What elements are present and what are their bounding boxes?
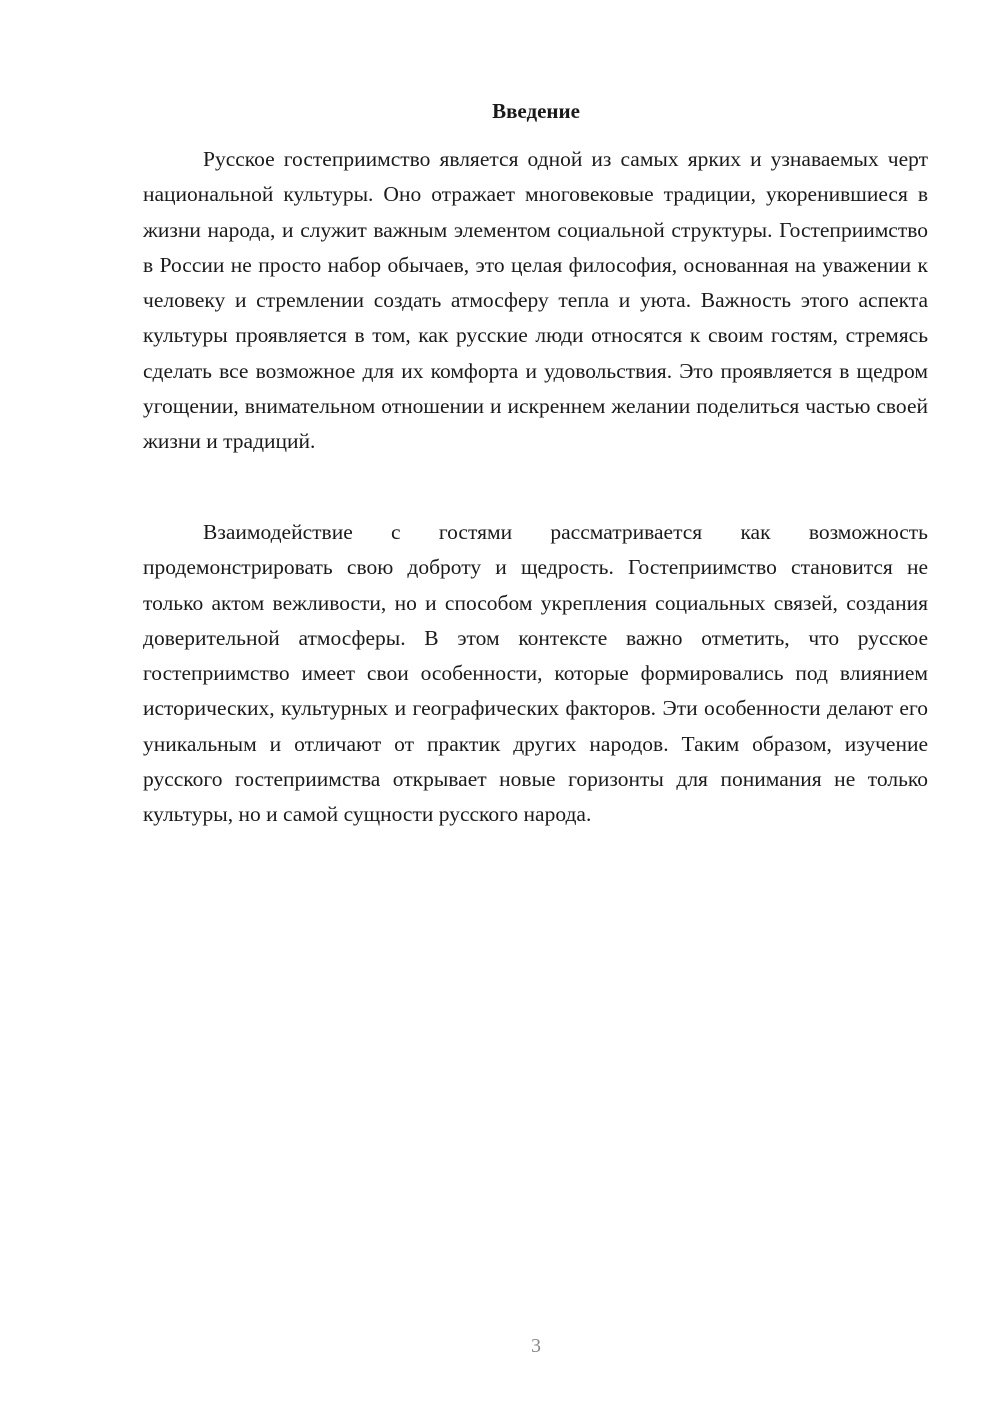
page-number: 3: [531, 1335, 541, 1357]
paragraph-interaction: Взаимодействие с гостями рассматривается как возможность продемонстрировать свою доброту и щедрость. Гостеприимство становится не только актом вежливости, но и способом укрепления социальных связей, создания доверительной атмосферы. В этом контексте важно отметить, что русское гостеприимство имеет свои особенности, которые формировались под влиянием исторических, культурных и географических факторов. Эти особенности делают его уникальным и отличают от практик других народов. Таким образом, изучение русского гостеприимства открывает новые горизонты для понимания не только культуры, но и самой сущности русского народа.: [143, 520, 928, 827]
section-heading: Введение: [492, 99, 580, 123]
paragraph-intro: Русское гостеприимство является одной из самых ярких и узнаваемых черт национальной культуры. Оно отражает многовековые традиции, укоренившиеся в жизни народа, и служит важным элементом социальной структуры. Гостеприимство в России не просто набор обычаев, это целая философия, основанная на уважении к человеку и стремлении создать атмосферу тепла и уюта. Важность этого аспекта культуры проявляется в том, как русские люди относятся к своим гостям, стремясь сделать все возможное для их комфорта и удовольствия. Это проявляется в щедром угощении, внимательном отношении и искреннем желании поделиться частью своей жизни и традиций.: [143, 147, 928, 454]
